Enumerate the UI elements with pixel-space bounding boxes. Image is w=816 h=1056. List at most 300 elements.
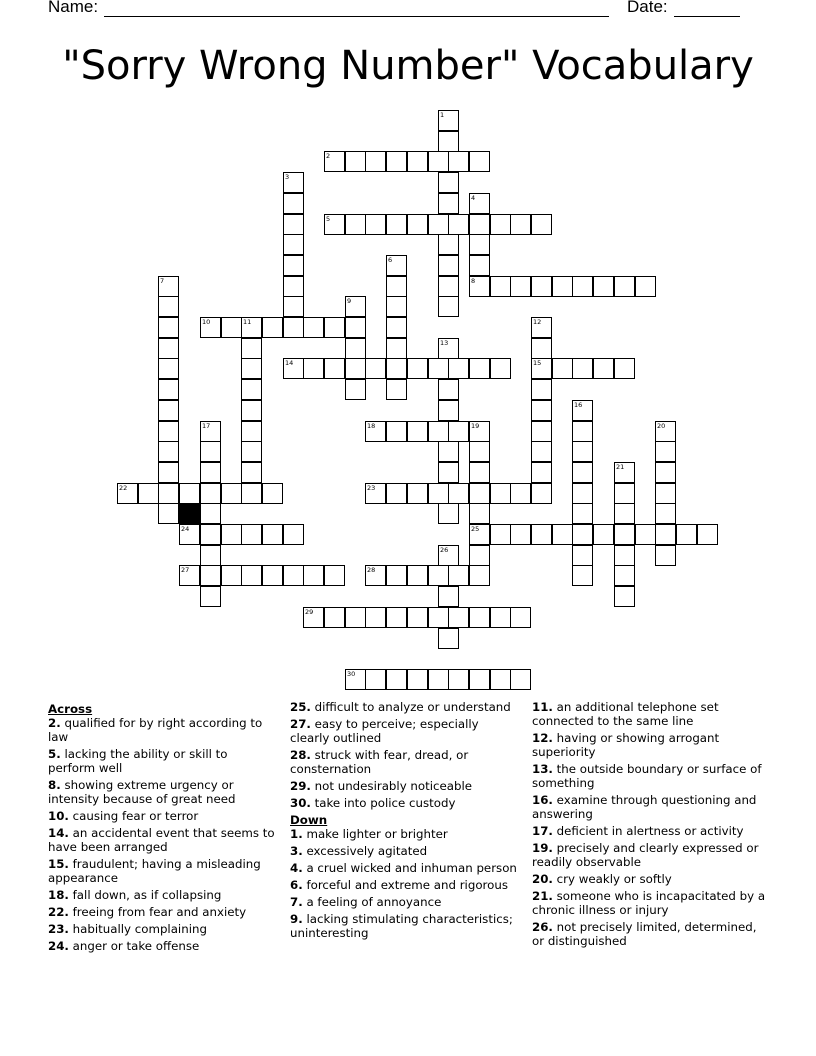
clue-text: cry weakly or softly (556, 872, 672, 886)
crossword-cell[interactable] (200, 565, 221, 586)
crossword-cell[interactable] (386, 214, 407, 235)
crossword-cell[interactable] (438, 338, 459, 359)
cell-number: 19 (471, 422, 480, 430)
clue-number: 20. (532, 872, 553, 886)
crossword-cell[interactable] (428, 358, 449, 379)
clue-text: causing fear or terror (72, 809, 199, 823)
crossword-cell[interactable] (117, 483, 138, 504)
crossword-cell[interactable] (469, 234, 490, 255)
crossword-cell[interactable] (614, 545, 635, 566)
crossword-cell[interactable] (158, 296, 179, 317)
crossword-cell[interactable] (200, 524, 221, 545)
crossword-cell[interactable] (158, 317, 179, 338)
crossword-cell[interactable] (158, 338, 179, 359)
crossword-cell[interactable] (200, 441, 221, 462)
crossword-cell[interactable] (179, 565, 200, 586)
crossword-cell[interactable] (407, 358, 428, 379)
cell-number: 14 (285, 359, 294, 367)
crossword-cell[interactable] (438, 586, 459, 607)
crossword-cell[interactable] (407, 421, 428, 442)
crossword-cell[interactable] (438, 193, 459, 214)
crossword-cell[interactable] (438, 545, 459, 566)
crossword-cell[interactable] (448, 669, 469, 690)
crossword-cell[interactable] (635, 524, 656, 545)
crossword-cell[interactable] (655, 462, 676, 483)
crossword-cell[interactable] (572, 276, 593, 297)
crossword-cell[interactable] (158, 400, 179, 421)
black-square (179, 503, 200, 524)
cell-number: 9 (347, 297, 352, 305)
crossword-cell[interactable] (365, 421, 386, 442)
crossword-cell[interactable] (593, 358, 614, 379)
cell-number: 15 (533, 359, 542, 367)
crossword-cell[interactable] (510, 214, 531, 235)
clue-number: 22. (48, 905, 69, 919)
crossword-cell[interactable] (345, 214, 366, 235)
crossword-cell[interactable] (635, 276, 656, 297)
crossword-cell[interactable] (241, 358, 262, 379)
clue-column-1 (48, 700, 278, 956)
crossword-cell[interactable] (283, 296, 304, 317)
crossword-cell[interactable] (283, 255, 304, 276)
clue-number: 12. (532, 731, 553, 745)
crossword-cell[interactable] (531, 317, 552, 338)
clue-item (48, 716, 278, 744)
clue-item (290, 796, 520, 810)
crossword-cell[interactable] (386, 669, 407, 690)
crossword-cell[interactable] (469, 669, 490, 690)
clue-text: deficient in alertness or activity (556, 824, 744, 838)
crossword-cell[interactable] (345, 379, 366, 400)
crossword-cell[interactable] (469, 193, 490, 214)
crossword-cell[interactable] (490, 669, 511, 690)
clue-text: easy to perceive; especially clearly outlined (290, 717, 479, 745)
crossword-cell[interactable] (614, 565, 635, 586)
cell-number: 1 (440, 111, 445, 119)
cell-number: 3 (285, 173, 290, 181)
crossword-cell[interactable] (283, 234, 304, 255)
crossword-cell[interactable] (262, 565, 283, 586)
clue-column-3 (532, 700, 772, 951)
crossword-cell[interactable] (448, 483, 469, 504)
crossword-cell[interactable] (262, 483, 283, 504)
crossword-cell[interactable] (324, 607, 345, 628)
clue-number: 24. (48, 939, 69, 953)
crossword-cell[interactable] (158, 276, 179, 297)
clue-number: 27. (290, 717, 311, 731)
crossword-cell[interactable] (572, 358, 593, 379)
clue-item (290, 912, 520, 940)
crossword-cell[interactable] (386, 565, 407, 586)
crossword-cell[interactable] (283, 524, 304, 545)
page-title: "Sorry Wrong Number" Vocabulary (62, 43, 754, 89)
crossword-cell[interactable] (241, 524, 262, 545)
crossword-cell[interactable] (469, 483, 490, 504)
crossword-cell[interactable] (531, 214, 552, 235)
crossword-cell[interactable] (324, 358, 345, 379)
crossword-cell[interactable] (438, 628, 459, 649)
crossword-cell[interactable] (438, 462, 459, 483)
crossword-cell[interactable] (448, 565, 469, 586)
crossword-cell[interactable] (469, 462, 490, 483)
crossword-cell[interactable] (428, 151, 449, 172)
clue-item (48, 888, 278, 902)
crossword-cell[interactable] (572, 400, 593, 421)
crossword-cell[interactable] (469, 255, 490, 276)
crossword-cell[interactable] (324, 317, 345, 338)
crossword-cell[interactable] (365, 669, 386, 690)
crossword-cell[interactable] (283, 358, 304, 379)
crossword-cell[interactable] (345, 296, 366, 317)
crossword-cell[interactable] (469, 276, 490, 297)
crossword-cell[interactable] (448, 421, 469, 442)
clue-item (532, 731, 772, 759)
clue-number: 6. (290, 878, 303, 892)
crossword-cell[interactable] (221, 483, 242, 504)
crossword-cell[interactable] (655, 545, 676, 566)
crossword-cell[interactable] (572, 421, 593, 442)
crossword-cell[interactable] (283, 565, 304, 586)
clue-item (532, 920, 772, 948)
cell-number: 10 (202, 318, 211, 326)
crossword-cell[interactable] (490, 483, 511, 504)
crossword-cell[interactable] (200, 483, 221, 504)
crossword-cell[interactable] (469, 503, 490, 524)
crossword-cell[interactable] (438, 503, 459, 524)
clue-text: someone who is incapacitated by a chronic illness or injury (532, 889, 766, 917)
clue-item (290, 861, 520, 875)
cell-number: 7 (160, 277, 165, 285)
crossword-cell[interactable] (241, 400, 262, 421)
crossword-cell[interactable] (345, 607, 366, 628)
crossword-cell[interactable] (572, 524, 593, 545)
clue-item (532, 762, 772, 790)
crossword-cell[interactable] (386, 255, 407, 276)
crossword-cell[interactable] (428, 669, 449, 690)
crossword-cell[interactable] (428, 214, 449, 235)
crossword-cell[interactable] (448, 607, 469, 628)
crossword-cell[interactable] (490, 358, 511, 379)
crossword-cell[interactable] (158, 358, 179, 379)
crossword-cell[interactable] (324, 565, 345, 586)
crossword-cell[interactable] (469, 151, 490, 172)
crossword-cell[interactable] (324, 214, 345, 235)
clue-text: showing extreme urgency or intensity because of great need (48, 778, 236, 806)
crossword-cell[interactable] (407, 483, 428, 504)
crossword-cell[interactable] (283, 317, 304, 338)
crossword-cell[interactable] (531, 421, 552, 442)
crossword-cell[interactable] (345, 358, 366, 379)
crossword-cell[interactable] (438, 400, 459, 421)
crossword-cell[interactable] (200, 317, 221, 338)
crossword-cell[interactable] (697, 524, 718, 545)
crossword-cell[interactable] (593, 276, 614, 297)
clue-item (532, 700, 772, 728)
crossword-cell[interactable] (510, 276, 531, 297)
crossword-cell[interactable] (614, 483, 635, 504)
crossword-cell[interactable] (407, 669, 428, 690)
clue-text: make lighter or brighter (306, 827, 448, 841)
crossword-cell[interactable] (386, 296, 407, 317)
crossword-cell[interactable] (552, 358, 573, 379)
crossword-cell[interactable] (655, 503, 676, 524)
crossword-cell[interactable] (262, 317, 283, 338)
clue-number: 1. (290, 827, 303, 841)
crossword-cell[interactable] (490, 524, 511, 545)
crossword-cell[interactable] (241, 317, 262, 338)
clue-number: 13. (532, 762, 553, 776)
clue-text: freeing from fear and anxiety (72, 905, 247, 919)
crossword-cell[interactable] (386, 607, 407, 628)
crossword-cell[interactable] (510, 483, 531, 504)
cell-number: 30 (347, 670, 356, 678)
crossword-cell[interactable] (221, 524, 242, 545)
crossword-cell[interactable] (345, 317, 366, 338)
crossword-cell[interactable] (448, 214, 469, 235)
crossword-cell[interactable] (179, 483, 200, 504)
clue-item (48, 747, 278, 775)
crossword-cell[interactable] (303, 317, 324, 338)
crossword-cell[interactable] (345, 338, 366, 359)
clue-item (48, 905, 278, 919)
crossword-cell[interactable] (469, 524, 490, 545)
crossword-cell[interactable] (407, 214, 428, 235)
clue-text: qualified for by right according to law (48, 716, 263, 744)
crossword-cell[interactable] (241, 421, 262, 442)
crossword-cell[interactable] (200, 503, 221, 524)
crossword-cell[interactable] (303, 607, 324, 628)
crossword-cell[interactable] (438, 234, 459, 255)
crossword-cell[interactable] (200, 421, 221, 442)
crossword-cell[interactable] (469, 358, 490, 379)
crossword-cell[interactable] (469, 565, 490, 586)
crossword-cell[interactable] (158, 379, 179, 400)
crossword-cell[interactable] (438, 441, 459, 462)
crossword-cell[interactable] (241, 441, 262, 462)
crossword-cell[interactable] (531, 441, 552, 462)
clue-number: 19. (532, 841, 553, 855)
crossword-cell[interactable] (241, 565, 262, 586)
clue-number: 3. (290, 844, 303, 858)
crossword-cell[interactable] (448, 358, 469, 379)
cell-number: 8 (471, 277, 476, 285)
clue-item (290, 700, 520, 714)
crossword-cell[interactable] (469, 441, 490, 462)
cell-number: 22 (119, 484, 128, 492)
clue-number: 26. (532, 920, 553, 934)
crossword-cell[interactable] (531, 524, 552, 545)
crossword-cell[interactable] (428, 421, 449, 442)
clue-item (290, 878, 520, 892)
crossword-cell[interactable] (614, 586, 635, 607)
clue-item (532, 889, 772, 917)
crossword-cell[interactable] (386, 379, 407, 400)
crossword-cell[interactable] (303, 565, 324, 586)
crossword-cell[interactable] (200, 545, 221, 566)
cell-number: 12 (533, 318, 542, 326)
cell-number: 2 (326, 152, 331, 160)
crossword-cell[interactable] (593, 524, 614, 545)
clue-item (532, 824, 772, 838)
crossword-cell[interactable] (438, 172, 459, 193)
clue-item (48, 826, 278, 854)
crossword-cell[interactable] (365, 565, 386, 586)
cell-number: 11 (243, 318, 252, 326)
crossword-cell[interactable] (386, 358, 407, 379)
clue-item (48, 857, 278, 885)
crossword-cell[interactable] (158, 503, 179, 524)
crossword-cell[interactable] (200, 586, 221, 607)
crossword-cell[interactable] (490, 276, 511, 297)
crossword-cell[interactable] (365, 358, 386, 379)
crossword-cell[interactable] (365, 483, 386, 504)
crossword-cell[interactable] (469, 607, 490, 628)
crossword-cell[interactable] (158, 441, 179, 462)
crossword-cell[interactable] (531, 358, 552, 379)
cell-number: 27 (181, 566, 190, 574)
crossword-cell[interactable] (386, 338, 407, 359)
crossword-cell[interactable] (531, 338, 552, 359)
crossword-cell[interactable] (438, 131, 459, 152)
crossword-cell[interactable] (448, 151, 469, 172)
crossword-cell[interactable] (572, 483, 593, 504)
crossword-cell[interactable] (158, 483, 179, 504)
crossword-cell[interactable] (531, 276, 552, 297)
crossword-cell[interactable] (531, 400, 552, 421)
crossword-cell[interactable] (572, 565, 593, 586)
crossword-cell[interactable] (428, 607, 449, 628)
crossword-cell[interactable] (386, 483, 407, 504)
clue-number: 25. (290, 700, 311, 714)
crossword-cell[interactable] (324, 151, 345, 172)
crossword-cell[interactable] (138, 483, 159, 504)
crossword-cell[interactable] (469, 545, 490, 566)
clue-column-2 (290, 700, 520, 943)
crossword-cell[interactable] (428, 565, 449, 586)
crossword-cell[interactable] (345, 151, 366, 172)
crossword-cell[interactable] (438, 296, 459, 317)
crossword-cell[interactable] (158, 462, 179, 483)
crossword-cell[interactable] (283, 193, 304, 214)
crossword-cell[interactable] (303, 358, 324, 379)
crossword-cell[interactable] (531, 462, 552, 483)
crossword-cell[interactable] (572, 545, 593, 566)
crossword-cell[interactable] (438, 110, 459, 131)
crossword-cell[interactable] (200, 462, 221, 483)
crossword-cell[interactable] (510, 669, 531, 690)
crossword-cell[interactable] (490, 607, 511, 628)
crossword-cell[interactable] (572, 441, 593, 462)
clue-text: not undesirably noticeable (314, 779, 473, 793)
crossword-cell[interactable] (241, 483, 262, 504)
crossword-cell[interactable] (365, 151, 386, 172)
crossword-cell[interactable] (655, 441, 676, 462)
crossword-cell[interactable] (572, 503, 593, 524)
cell-number: 4 (471, 194, 476, 202)
crossword-cell[interactable] (469, 421, 490, 442)
crossword-cell[interactable] (438, 379, 459, 400)
clue-text: struck with fear, dread, or consternation (290, 748, 469, 776)
crossword-cell[interactable] (386, 151, 407, 172)
clue-item (290, 827, 520, 841)
crossword-cell[interactable] (655, 524, 676, 545)
clue-text: not precisely limited, determined, or distinguished (532, 920, 757, 948)
clue-number: 2. (48, 716, 61, 730)
crossword-cell[interactable] (158, 421, 179, 442)
crossword-cell[interactable] (365, 214, 386, 235)
crossword-cell[interactable] (531, 483, 552, 504)
clue-item (290, 779, 520, 793)
crossword-cell[interactable] (655, 421, 676, 442)
crossword-cell[interactable] (676, 524, 697, 545)
crossword-cell[interactable] (386, 276, 407, 297)
date-label: Date: (627, 0, 668, 16)
crossword-cell[interactable] (655, 483, 676, 504)
crossword-cell[interactable] (531, 379, 552, 400)
crossword-cell[interactable] (438, 276, 459, 297)
crossword-cell[interactable] (221, 565, 242, 586)
crossword-cell[interactable] (283, 276, 304, 297)
cell-number: 16 (574, 401, 583, 409)
clue-number: 29. (290, 779, 311, 793)
crossword-cell[interactable] (386, 317, 407, 338)
crossword-cell[interactable] (386, 421, 407, 442)
crossword-cell[interactable] (241, 462, 262, 483)
crossword-cell[interactable] (179, 524, 200, 545)
crossword-cell[interactable] (407, 607, 428, 628)
crossword-cell[interactable] (614, 358, 635, 379)
crossword-cell[interactable] (614, 524, 635, 545)
clue-text: difficult to analyze or understand (314, 700, 511, 714)
crossword-cell[interactable] (241, 338, 262, 359)
crossword-cell[interactable] (614, 503, 635, 524)
clue-item (532, 793, 772, 821)
crossword-cell[interactable] (490, 214, 511, 235)
clue-text: a cruel wicked and inhuman person (306, 861, 517, 875)
crossword-cell[interactable] (283, 214, 304, 235)
cell-number: 28 (367, 566, 376, 574)
crossword-cell[interactable] (510, 524, 531, 545)
clue-text: a feeling of annoyance (306, 895, 442, 909)
clue-number: 30. (290, 796, 311, 810)
clue-number: 23. (48, 922, 69, 936)
clue-number: 21. (532, 889, 553, 903)
clue-text: forceful and extreme and rigorous (306, 878, 508, 892)
crossword-cell[interactable] (572, 462, 593, 483)
crossword-cell[interactable] (614, 276, 635, 297)
crossword-cell[interactable] (469, 214, 490, 235)
crossword-cell[interactable] (345, 669, 366, 690)
crossword-cell[interactable] (438, 255, 459, 276)
clue-item (48, 809, 278, 823)
crossword-cell[interactable] (407, 151, 428, 172)
crossword-cell[interactable] (262, 524, 283, 545)
clue-number: 5. (48, 747, 61, 761)
crossword-cell[interactable] (614, 462, 635, 483)
crossword-cell[interactable] (221, 317, 242, 338)
crossword-cell[interactable] (552, 524, 573, 545)
clue-text: anger or take offense (72, 939, 200, 953)
crossword-cell[interactable] (283, 172, 304, 193)
crossword-cell[interactable] (241, 379, 262, 400)
crossword-cell[interactable] (552, 276, 573, 297)
crossword-cell[interactable] (428, 483, 449, 504)
crossword-cell[interactable] (407, 565, 428, 586)
crossword-cell[interactable] (365, 607, 386, 628)
clue-number: 15. (48, 857, 69, 871)
crossword-cell[interactable] (510, 607, 531, 628)
clue-item (290, 844, 520, 858)
